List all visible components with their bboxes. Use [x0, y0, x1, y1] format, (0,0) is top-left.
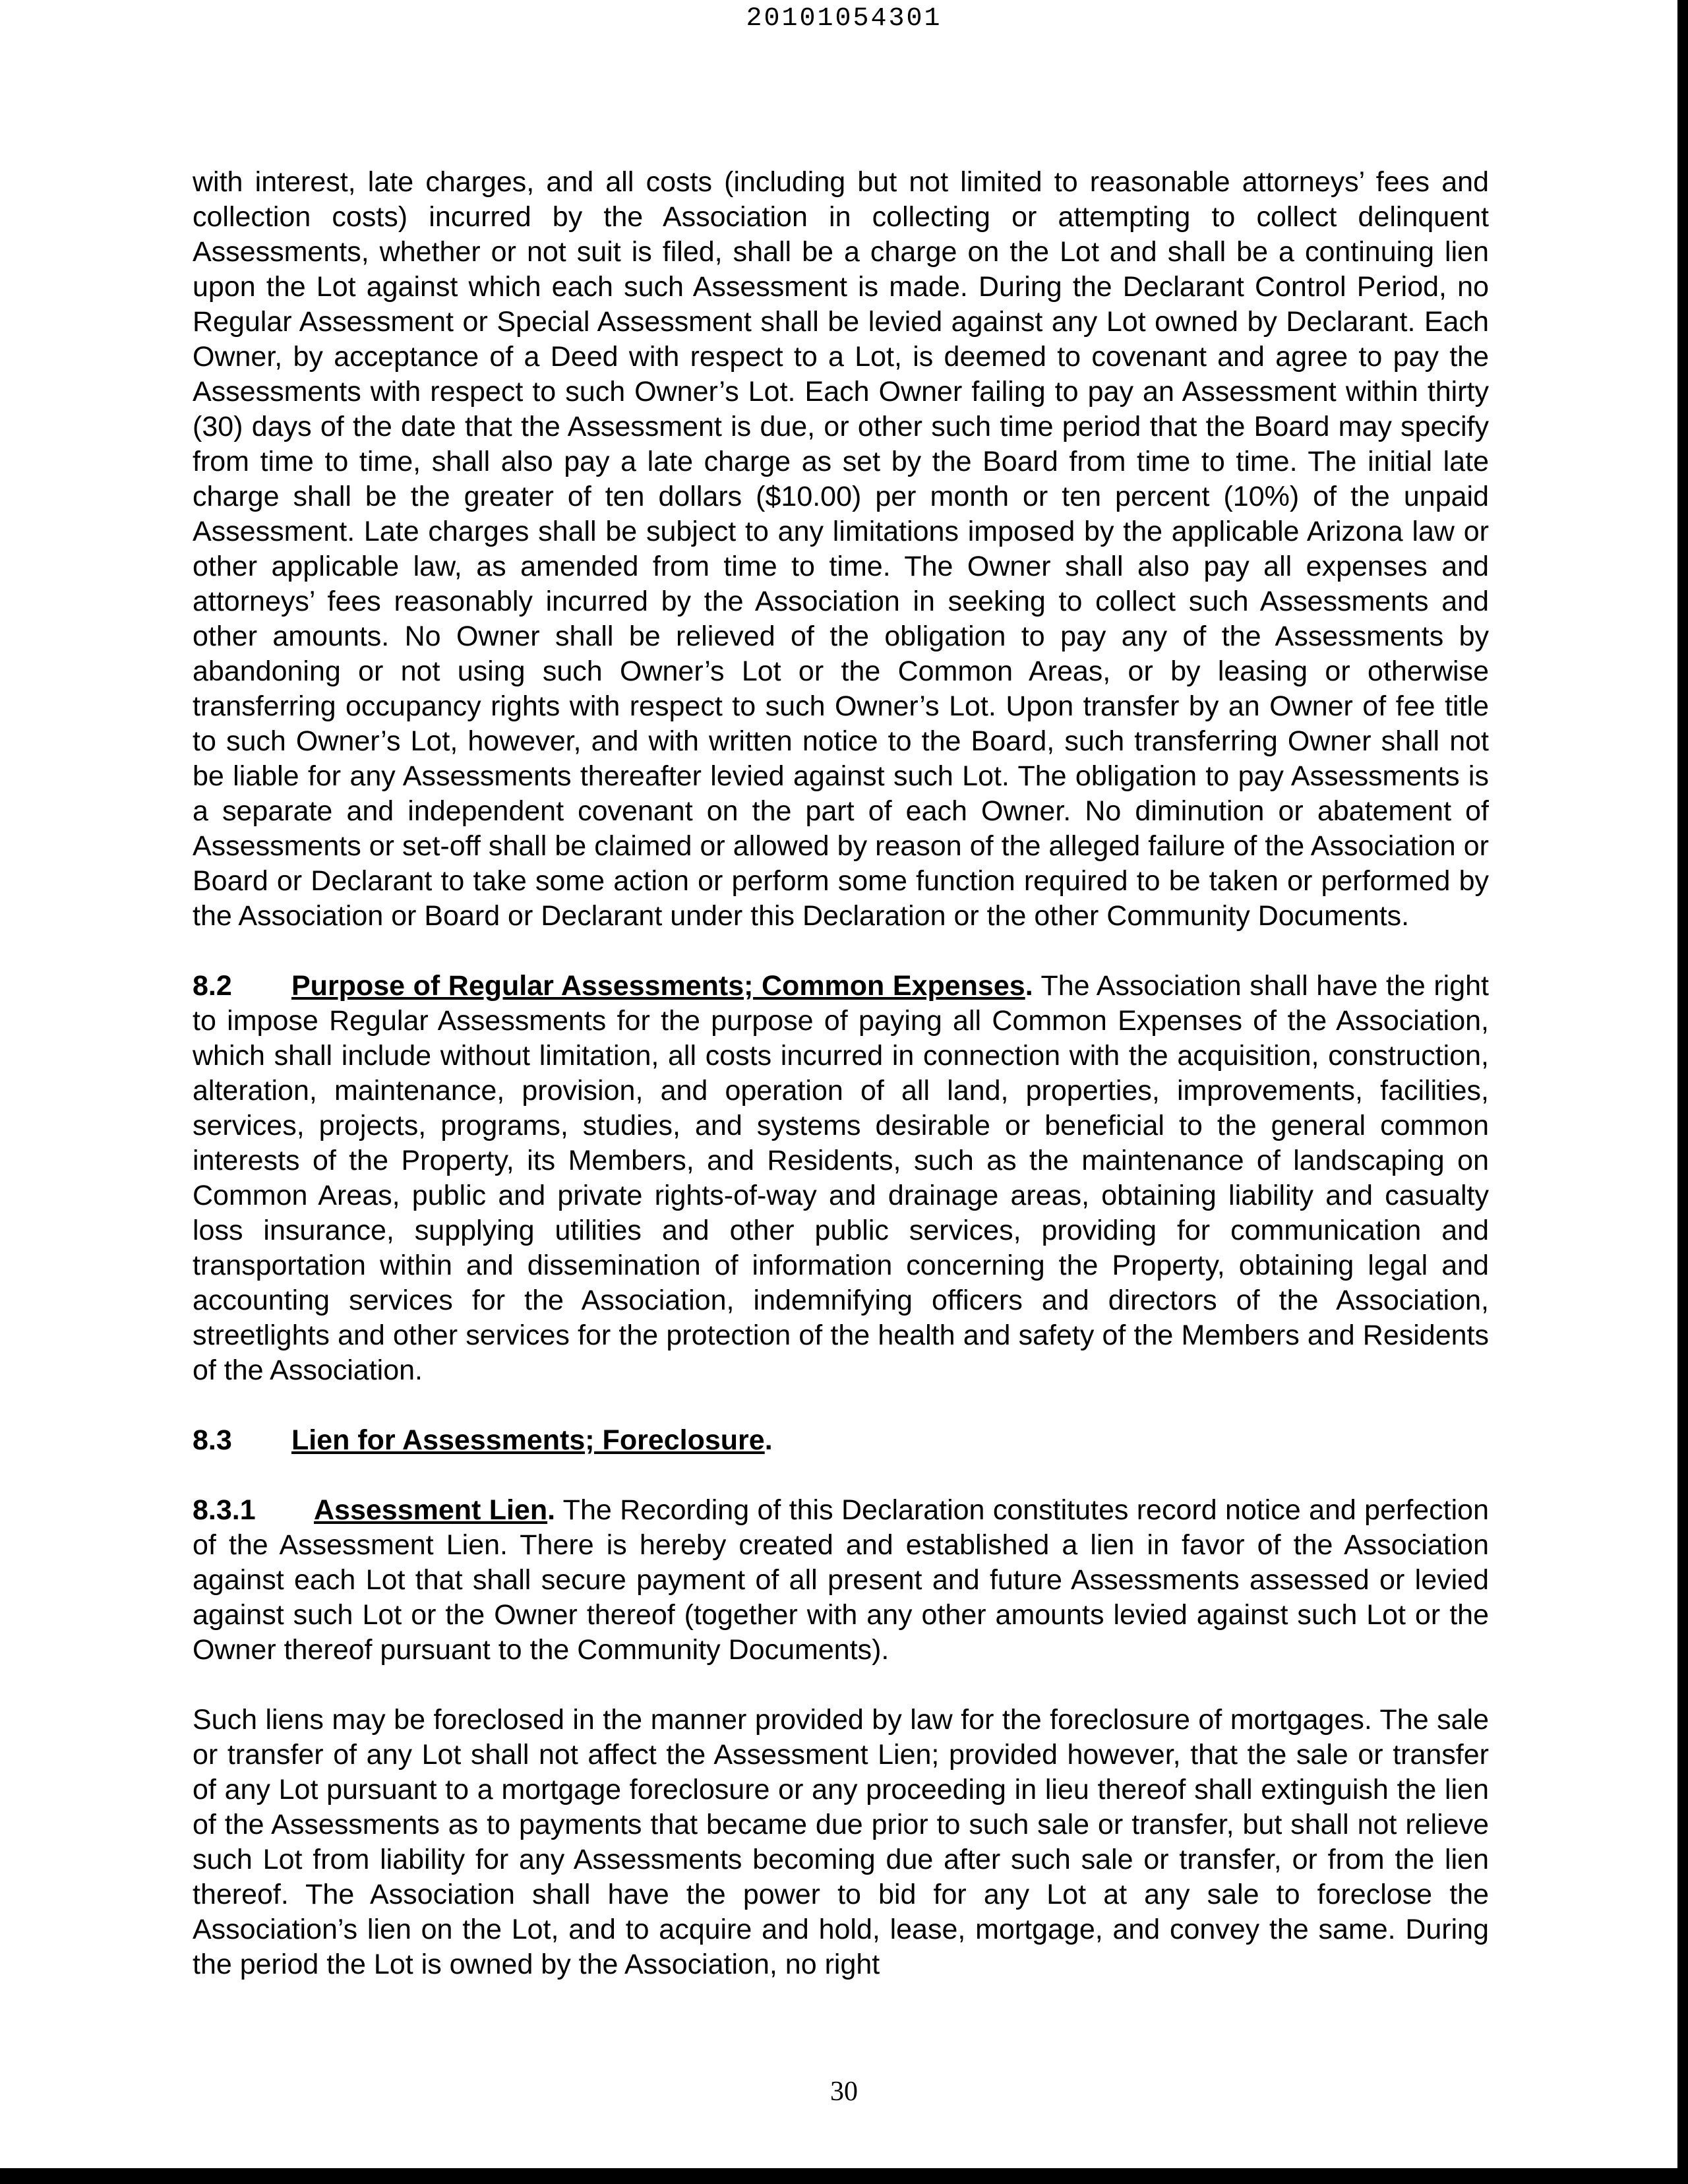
page-border-right [1677, 0, 1688, 2184]
section-text: The Recording of this Declaration constitutes record notice and perfection of the Assessment Lien. There is hereby created and established a lien in favor of the Association against each Lot that shall secure payment of all present and future Assessments assessed or levied against such Lot or the Owner thereof (together with any other amounts levied against such Lot or the Owner thereof pursuant to the Community Documents). [193, 1494, 1490, 1666]
section-text: The Association shall have the right to impose Regular Assessments for the purpose of paying all Common Expenses of the Association, which shall include without limitation, all costs incurred in connection with the acquisition, construction, alteration, maintenance, provision, and operation of all land, properties, improvements, facilities, services, projects, programs, studies, and systems desirable or beneficial to the general common interests of the Property, its Members, and Residents, such as the maintenance of landscaping on Common Areas, public and private rights-of-way and drainage areas, obtaining liability and casualty loss insurance, supplying utilities and other public services, providing for communication and transportation within and dissemination of information concerning the Property, obtaining legal and accounting services for the Association, indemnifying officers and directors of the Association, streetlights and other services for the protection of the health and safety of the Members and Residents of the Association. [193, 970, 1490, 1386]
section-number: 8.3 [193, 1424, 232, 1456]
page-number: 30 [830, 2077, 858, 2107]
section-8-2: 8.2 Purpose of Regular Assessments; Common Expenses. The Association shall have the right to impose Regular Assessments for the purpose of paying all Common Expenses of the Association, which shall include without limitation, all costs incurred in connection with the acquisition, construction, alteration, maintenance, provision, and operation of all land, properties, improvements, facilities, services, projects, programs, studies, and systems desirable or beneficial to the general common interests of the Property, its Members, and Residents, such as the maintenance of landscaping on Common Areas, public and private rights-of-way and drainage areas, obtaining liability and casualty loss insurance, supplying utilities and other public services, providing for communication and transportation within and dissemination of information concerning the Property, obtaining legal and accounting services for the Association, indemnifying officers and directors of the Association, streetlights and other services for the protection of the health and safety of the Members and Residents of the Association. [193, 970, 1490, 1386]
section-title: Lien for Assessments; Foreclosure [291, 1424, 765, 1456]
document-body [193, 165, 1489, 2017]
page-border-bottom [0, 2168, 1688, 2184]
section-number: 8.2 [193, 970, 232, 1002]
paragraph-foreclosure: Such liens may be foreclosed in the manner provided by law for the foreclosure of mortgages. The sale or transfer of any Lot shall not affect the Assessment Lien; provided however, that the sale or transfer of any Lot pursuant to a mortgage foreclosure or any proceeding in lieu thereof shall extinguish the lien of the Assessments as to payments that became due prior to such sale or transfer, but shall not relieve such Lot from liability for any Assessments becoming due after such sale or transfer, or from the lien thereof. The Association shall have the power to bid for any Lot at any sale to foreclose the Association’s lien on the Lot, and to acquire and hold, lease, mortgage, and convey the same. During the period the Lot is owned by the Association, no right [193, 1704, 1489, 1980]
section-title: Assessment Lien [314, 1494, 548, 1526]
paragraph-assessment-obligation: with interest, late charges, and all costs (including but not limited to reasonable attorneys’ fees and collection costs) incurred by the Association in collecting or attempting to collect delinquent Assessments, whether or not suit is filed, shall be a charge on the Lot and shall be a continuing lien upon the Lot against which each such Assessment is made. During the Declarant Control Period, no Regular Assessment or Special Assessment shall be levied against any Lot owned by Declarant. Each Owner, by acceptance of a Deed with respect to a Lot, is deemed to covenant and agree to pay the Assessments with respect to such Owner’s Lot. Each Owner failing to pay an Assessment within thirty (30) days of the date that the Assessment is due, or other such time period that the Board may specify from time to time, shall also pay a late charge as set by the Board from time to time. The initial late charge shall be the greater of ten dollars ($10.00) per month or ten percent (10%) of the unpaid Assessment. Late charges shall be subject to any limitations imposed by the applicable Arizona law or other applicable law, as amended from time to time. The Owner shall also pay all expenses and attorneys’ fees reasonably incurred by the Association in seeking to collect such Assessments and other amounts. No Owner shall be relieved of the obligation to pay any of the Assessments by abandoning or not using such Owner’s Lot or the Common Areas, or by leasing or otherwise transferring occupancy rights with respect to such Owner’s Lot. Upon transfer by an Owner of fee title to such Owner’s Lot, however, and with written notice to the Board, such transferring Owner shall not be liable for any Assessments thereafter levied against such Lot. The obligation to pay Assessments is a separate and independent covenant on the part of each Owner. No diminution or abatement of Assessments or set-off shall be claimed or allowed by reason of the alleged failure of the Association or Board or Declarant to take some action or perform some function required to be taken or performed by the Association or Board or Declarant under this Declaration or the other Community Documents. [193, 166, 1489, 932]
section-number: 8.3.1 [193, 1494, 256, 1526]
section-title: Purpose of Regular Assessments; Common Expenses [291, 970, 1025, 1002]
document-number: 20101054301 [746, 4, 942, 34]
section-8-3-1: 8.3.1 Assessment Lien. The Recording of this Declaration constitutes record notice and perfection of the Assessment Lien. There is hereby created and established a lien in favor of the Association against each Lot that shall secure payment of all present and future Assessments assessed or levied against such Lot or the Owner thereof (together with any other amounts levied against such Lot or the Owner thereof pursuant to the Community Documents). [193, 1494, 1490, 1666]
section-8-3: 8.3 Lien for Assessments; Foreclosure. [193, 1423, 1489, 1458]
